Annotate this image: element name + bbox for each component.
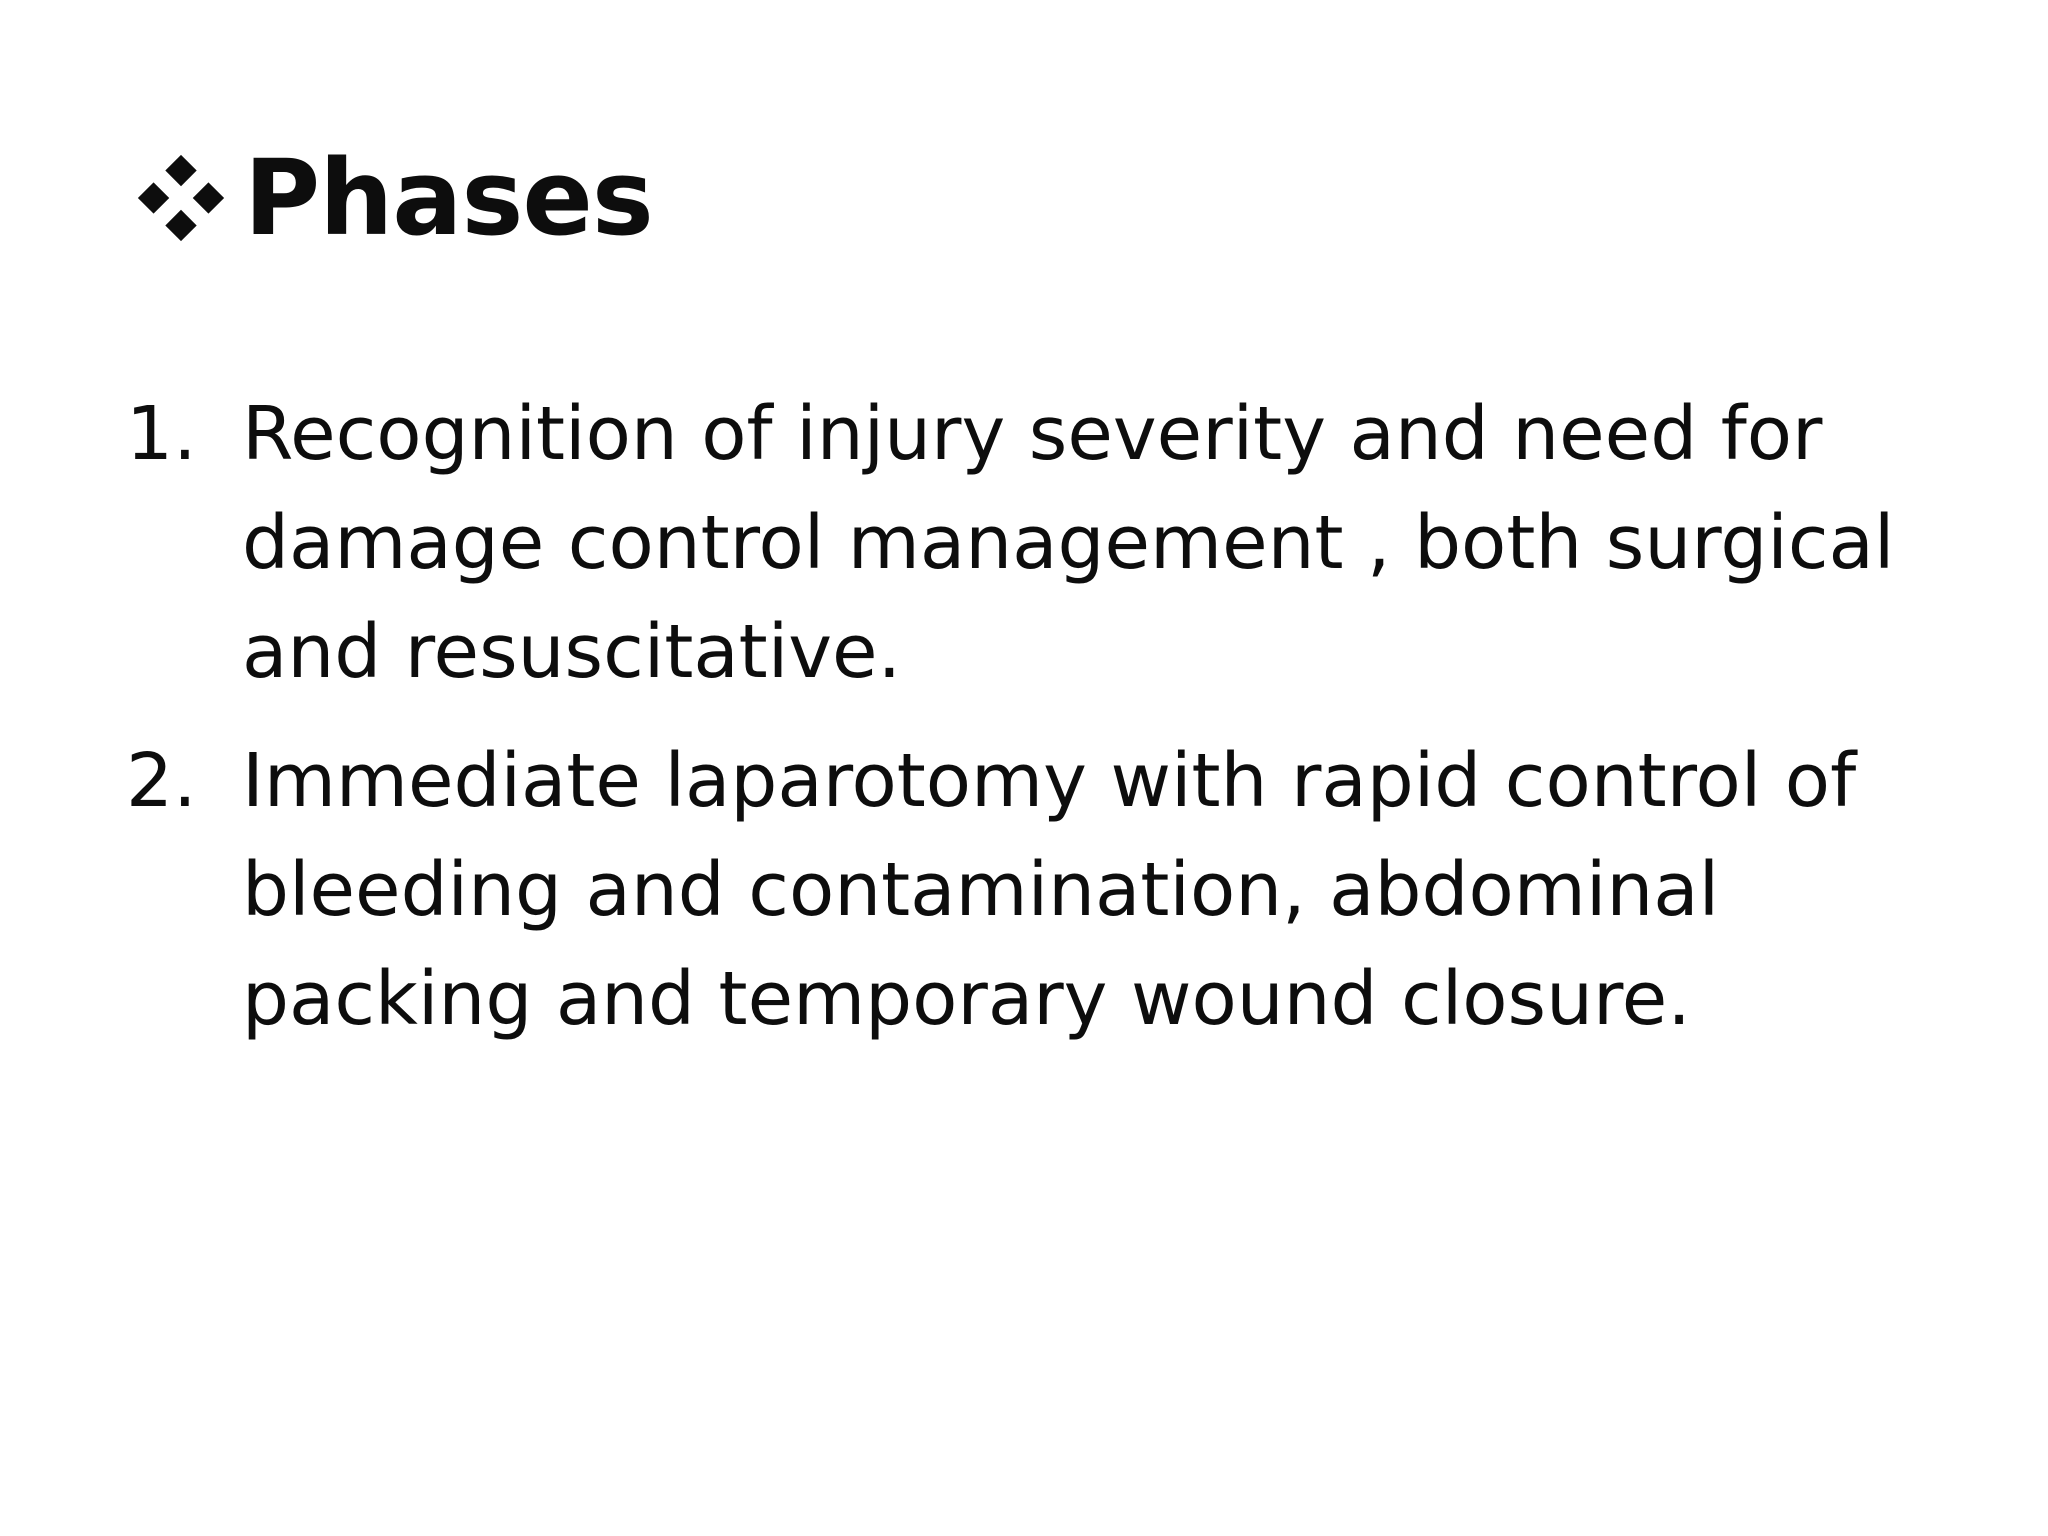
list-item-text: Recognition of injury severity and need for damage control management , both surgical and resuscitative.: [242, 391, 1895, 695]
page-title: Phases: [244, 137, 653, 259]
title-row: [132, 138, 653, 258]
four-diamond-bullet-icon: [132, 149, 230, 247]
phases-list: [126, 380, 1986, 1074]
list-item: [126, 727, 1986, 1054]
list-item-text: Immediate laparotomy with rapid control of bleeding and contamination, abdominal packing and temporary wound closure.: [242, 738, 1857, 1042]
list-item-number: 1.: [126, 391, 197, 477]
list-item-number: 2.: [126, 738, 197, 824]
list-item: [126, 380, 1986, 707]
